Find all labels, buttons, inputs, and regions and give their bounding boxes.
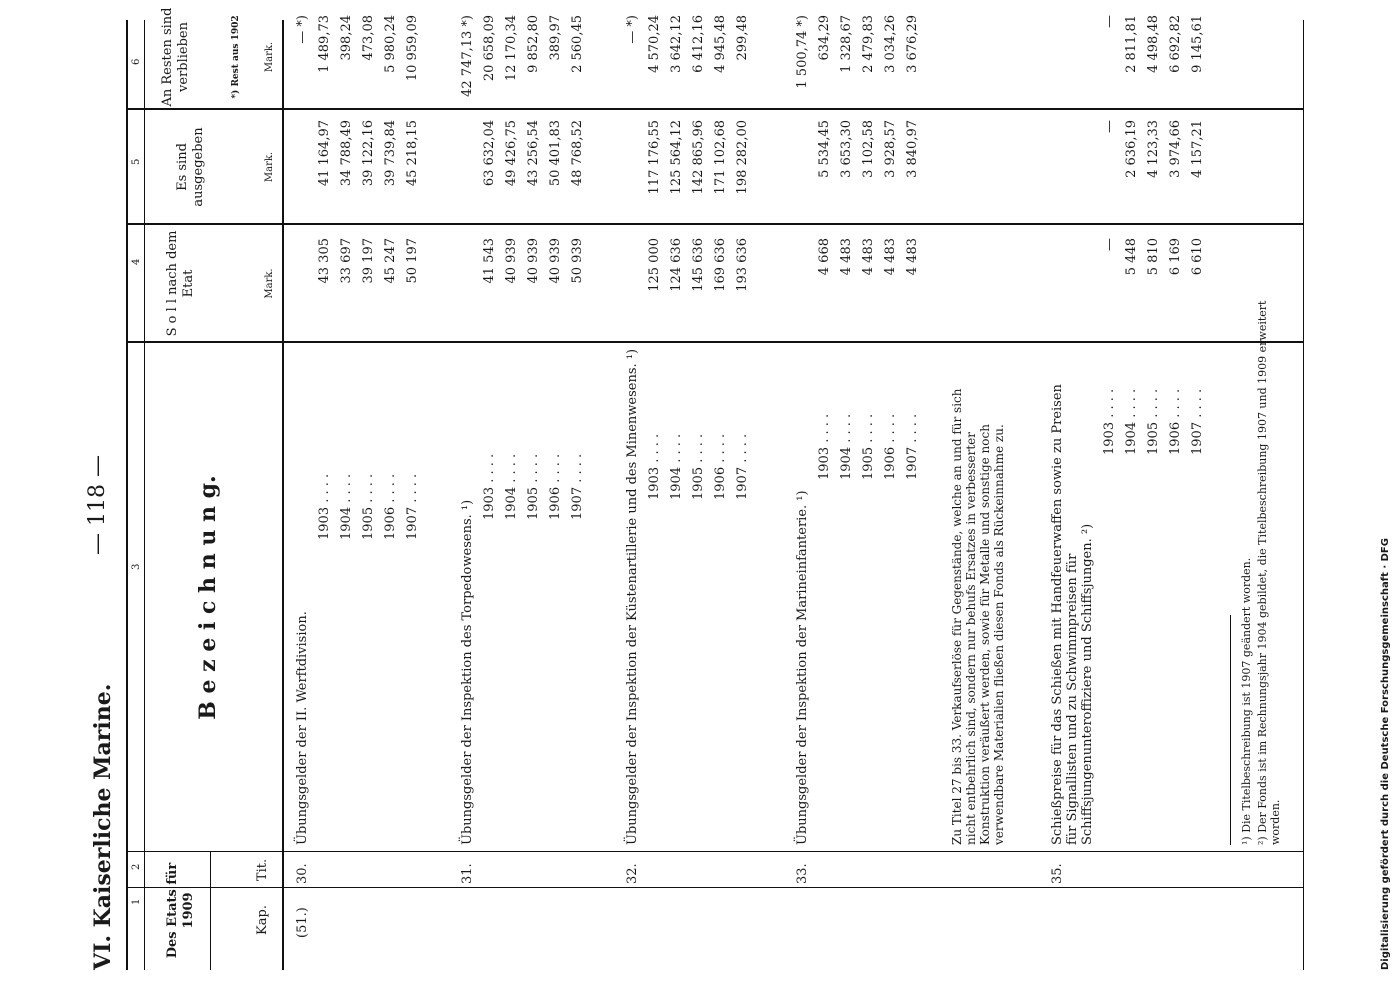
soll-value: 193 636 <box>735 238 750 292</box>
ausgegeben-value: 3 653,30 <box>839 120 854 178</box>
year-label: 1903 . . . . <box>1102 388 1117 455</box>
etat-group-rule <box>210 852 211 970</box>
soll-value: 41 543 <box>482 238 497 284</box>
ausgegeben-value: 49 426,75 <box>504 120 519 187</box>
soll-value: 50 197 <box>405 238 420 284</box>
page-number: — 118 — <box>85 455 110 555</box>
ausgegeben-value: 2 636,19 <box>1124 120 1139 178</box>
year-label: 1906 . . . . <box>548 453 563 520</box>
rest-value: 6 692,82 <box>1168 15 1183 73</box>
tit-value: 35. <box>1050 863 1065 884</box>
year-label: 1903 . . . . <box>647 433 662 500</box>
ausgegeben-value: 63 632,04 <box>482 120 497 187</box>
year-label: 1907 . . . . <box>570 453 585 520</box>
ausgegeben-value: 43 256,54 <box>526 120 541 187</box>
ausgegeben-value: 4 157,21 <box>1190 120 1205 178</box>
rest-value: 389,97 <box>548 15 563 61</box>
soll-value: 43 305 <box>317 238 332 284</box>
soll-value: 5 448 <box>1124 238 1139 276</box>
rest-value: 9 852,80 <box>526 15 541 73</box>
ausgegeben-value: 45 218,15 <box>405 120 420 187</box>
rule-top <box>126 20 128 970</box>
rest-value: 4 570,24 <box>647 15 662 73</box>
ausgegeben-value: 198 282,00 <box>735 120 750 195</box>
ausgegeben-value: 117 176,55 <box>647 120 662 195</box>
soll-value: 39 197 <box>361 238 376 284</box>
soll-value: 40 939 <box>504 238 519 284</box>
soll-value: 40 939 <box>548 238 563 284</box>
row-title: Übungsgelder der Inspektion der Marineinfanterie. ¹) <box>795 490 810 845</box>
rest-value: 10 959,09 <box>405 15 420 82</box>
year-label: 1905 . . . . <box>691 433 706 500</box>
ausgegeben-value: 34 788,49 <box>339 120 354 187</box>
rule-bottom <box>1303 20 1304 970</box>
etat-group-header: Des Etats für 1909 <box>165 862 196 959</box>
year-label: 1904 . . . . <box>339 473 354 540</box>
ausgegeben-value: 5 534,45 <box>817 120 832 178</box>
soll-value: — <box>1102 238 1117 251</box>
tit-value: 31. <box>460 863 475 884</box>
column-number: 3 <box>131 563 142 570</box>
dfg-credit <box>1380 0 1397 1000</box>
rest-value: 12 170,34 <box>504 15 519 82</box>
rest-value: 4 945,48 <box>713 15 728 73</box>
rest-value: 3 676,29 <box>905 15 920 73</box>
rule-colnum <box>144 20 145 970</box>
soll-value: 33 697 <box>339 238 354 284</box>
year-label: 1907 . . . . <box>1190 388 1205 455</box>
soll-value: 6 169 <box>1168 238 1183 276</box>
rest-value: 299,48 <box>735 15 750 61</box>
ausgegeben-unit: Mark. <box>264 151 275 183</box>
resten-header: An Resten sind verblieben <box>160 7 191 107</box>
rest-value: 9 145,61 <box>1190 15 1205 73</box>
rule-header-bottom <box>282 20 284 970</box>
ausgegeben-value: 39 122,16 <box>361 120 376 187</box>
soll-value: 4 483 <box>839 238 854 276</box>
rest-value: 3 034,26 <box>883 15 898 73</box>
rest-value: 398,24 <box>339 15 354 61</box>
ausgegeben-value: — <box>1102 120 1117 133</box>
rest-value: 473,08 <box>361 15 376 61</box>
row-title: Übungsgelder der Inspektion der Küstenartillerie und des Minenwesens. ¹) <box>625 348 640 845</box>
year-label: 1904 . . . . <box>669 433 684 500</box>
col-divider <box>126 341 1304 343</box>
ausgegeben-value: 50 401,83 <box>548 120 563 187</box>
footnote-2: ²) Der Fonds ist im Rechnungsjahr 1904 gebildet, die Titelbeschreibung 1907 und 1909 erweitert worden. <box>1256 300 1282 845</box>
year-label: 1907 . . . . <box>905 413 920 480</box>
rest-value: 634,29 <box>817 15 832 61</box>
rest-value: 1 489,73 <box>317 15 332 73</box>
soll-value: 4 483 <box>905 238 920 276</box>
year-label: 1904 . . . . <box>504 453 519 520</box>
footnote-1: ¹) Die Titelbeschreibung ist 1907 geändert worden. <box>1240 557 1253 845</box>
rest-value: 5 980,24 <box>383 15 398 73</box>
first-rest-value: 1 500,74 *) <box>795 15 810 89</box>
row-title: Übungsgelder der II. Werftdivision. <box>295 611 310 845</box>
year-label: 1903 . . . . <box>817 413 832 480</box>
col-divider <box>126 108 1304 110</box>
year-label: 1907 . . . . <box>405 473 420 540</box>
soll-value: 5 810 <box>1146 238 1161 276</box>
rest-value: 1 328,67 <box>839 15 854 73</box>
soll-value: 4 483 <box>883 238 898 276</box>
col-divider <box>126 851 1304 852</box>
first-rest-value: — *) <box>295 15 310 44</box>
column-number: 6 <box>131 58 142 65</box>
column-number: 1 <box>131 898 142 905</box>
ausgegeben-value: 125 564,12 <box>669 120 684 195</box>
ausgegeben-value: 3 840,97 <box>905 120 920 178</box>
note-titles-27-33: Zu Titel 27 bis 33. Verkaufserlöse für Gegenstände, welche an und für sich nicht entbehrlich sind, sondern nur behufs Ersatzes in verbesserter Konstruktion veräußert werden, sowie für Metalle und sonstige noch verwendbare Materialien fließen diesen Fonds als Rückeinnahme zu. <box>950 388 1006 845</box>
resten-unit: Mark. <box>264 41 275 73</box>
tit-value: 30. <box>295 863 310 884</box>
soll-value: 4 668 <box>817 238 832 276</box>
kap-header: Kap. <box>255 905 270 935</box>
year-label: 1904 . . . . <box>1124 388 1139 455</box>
first-rest-value: — *) <box>625 15 640 44</box>
ausgegeben-value: 3 928,57 <box>883 120 898 178</box>
bezeichnung-header: B e z e i c h n u n g. <box>195 475 221 720</box>
tit-value: 33. <box>795 863 810 884</box>
soll-value: 169 636 <box>713 238 728 292</box>
tit-header: Tit. <box>255 858 270 882</box>
ausgegeben-value: 3 102,58 <box>861 120 876 178</box>
resten-note: *) Rest aus 1902 <box>231 15 241 99</box>
first-rest-value: 42 747,13 *) <box>460 15 475 97</box>
soll-header: S o l l nach dem Etat <box>165 230 196 337</box>
rest-value: 4 498,48 <box>1146 15 1161 73</box>
ausgegeben-value: 48 768,52 <box>570 120 585 187</box>
ausgegeben-value: 4 123,33 <box>1146 120 1161 178</box>
soll-value: 6 610 <box>1190 238 1205 276</box>
rest-value: 2 560,45 <box>570 15 585 73</box>
year-label: 1904 . . . . <box>839 413 854 480</box>
soll-value: 4 483 <box>861 238 876 276</box>
row-title: Schießpreise für das Schießen mit Handfeuerwaffen sowie zu Preisen für Signallisten und zu Schwimmpreisen für Schiffsjungenunteroffiziere und Schiffsjungen. ²) <box>1050 384 1095 845</box>
ausgegeben-value: 3 974,66 <box>1168 120 1183 178</box>
year-label: 1905 . . . . <box>861 413 876 480</box>
row-title: Übungsgelder der Inspektion des Torpedowesens. ¹) <box>460 499 475 845</box>
section-title: VI. Kaiserliche Marine. <box>90 683 116 970</box>
year-label: 1903 . . . . <box>317 473 332 540</box>
ausgegeben-value: 171 102,68 <box>713 120 728 195</box>
column-number: 5 <box>131 158 142 165</box>
rest-value: — <box>1102 15 1117 28</box>
col-divider <box>126 223 1304 225</box>
ausgegeben-value: 39 739,84 <box>383 120 398 187</box>
rest-value: 3 642,12 <box>669 15 684 73</box>
ausgegeben-value: 142 865,96 <box>691 120 706 195</box>
year-label: 1906 . . . . <box>383 473 398 540</box>
dfg-credit-text: Digitalisierung gefördert durch die Deutsche Forschungsgemeinschaft · DFG <box>1380 538 1391 970</box>
soll-value: 40 939 <box>526 238 541 284</box>
column-number: 2 <box>131 863 142 870</box>
rest-value: 20 658,09 <box>482 15 497 82</box>
soll-value: 125 000 <box>647 238 662 292</box>
rest-value: 6 412,16 <box>691 15 706 73</box>
column-number: 4 <box>131 258 142 265</box>
footnote-rule <box>1230 615 1231 845</box>
ausgegeben-value: 41 164,97 <box>317 120 332 187</box>
year-label: 1906 . . . . <box>883 413 898 480</box>
col-divider <box>126 887 1304 888</box>
ausgegeben-header: Es sind ausgegeben <box>175 127 206 207</box>
year-label: 1905 . . . . <box>1146 388 1161 455</box>
year-label: 1905 . . . . <box>526 453 541 520</box>
soll-unit: Mark. <box>264 268 275 299</box>
rest-value: 2 811,81 <box>1124 15 1139 73</box>
kap-value: (51.) <box>295 907 310 938</box>
year-label: 1905 . . . . <box>361 473 376 540</box>
year-label: 1903 . . . . <box>482 453 497 520</box>
rest-value: 2 479,83 <box>861 15 876 73</box>
soll-value: 145 636 <box>691 238 706 292</box>
year-label: 1906 . . . . <box>1168 388 1183 455</box>
soll-value: 45 247 <box>383 238 398 284</box>
tit-value: 32. <box>625 863 640 884</box>
soll-value: 124 636 <box>669 238 684 292</box>
soll-value: 50 939 <box>570 238 585 284</box>
year-label: 1907 . . . . <box>735 433 750 500</box>
year-label: 1906 . . . . <box>713 433 728 500</box>
